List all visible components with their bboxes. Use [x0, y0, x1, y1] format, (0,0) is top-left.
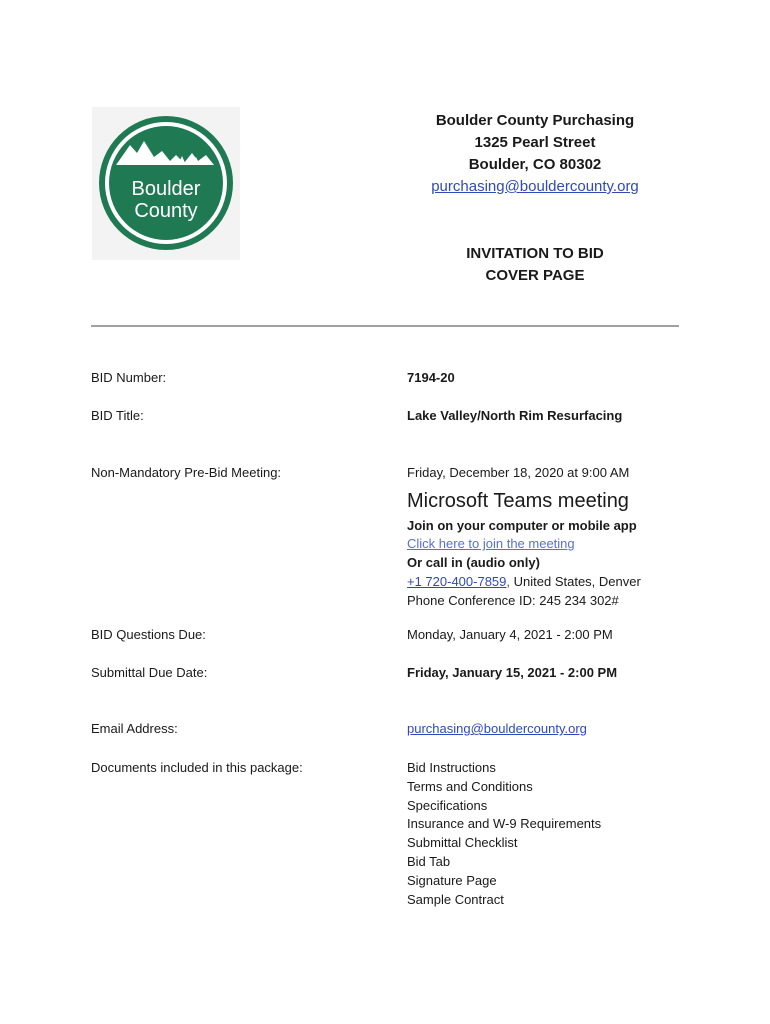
- documents-list: [407, 759, 707, 909]
- purchasing-address-block: [390, 110, 680, 198]
- document-item: Specifications: [407, 797, 488, 813]
- teams-meeting-heading: Microsoft Teams meeting: [407, 489, 629, 512]
- document-item: Sample Contract: [407, 891, 504, 907]
- bid-number-label: BID Number:: [91, 370, 167, 385]
- document-item: Bid Instructions: [407, 760, 496, 775]
- submittal-due-label: Submittal Due Date:: [91, 665, 208, 680]
- email-link[interactable]: purchasing@bouldercounty.org: [407, 721, 587, 736]
- document-item: Terms and Conditions: [407, 778, 533, 794]
- documents-label: Documents included in this package:: [91, 760, 303, 775]
- prebid-meeting-details: [407, 464, 707, 610]
- bid-title-value: Lake Valley/North Rim Resurfacing: [407, 408, 623, 423]
- document-item: Insurance and W-9 Requirements: [407, 816, 602, 832]
- org-name: Boulder County Purchasing: [435, 112, 635, 129]
- prebid-meeting-label: Non-Mandatory Pre-Bid Meeting:: [91, 465, 282, 480]
- header-email-link[interactable]: purchasing@bouldercounty.org: [431, 178, 639, 195]
- bid-number-value: 7194-20: [407, 370, 455, 385]
- document-item: Signature Page: [407, 872, 497, 888]
- email-value-wrap: [407, 720, 707, 739]
- prebid-datetime: Friday, December 18, 2020 at 9:00 AM: [407, 465, 630, 480]
- document-item: Submittal Checklist: [407, 835, 518, 851]
- boulder-county-logo: [92, 107, 240, 260]
- teams-join-text: Join on your computer or mobile app: [407, 517, 637, 533]
- teams-phone-location: United States, Denver: [510, 573, 641, 589]
- teams-call-text: Or call in (audio only): [407, 555, 540, 571]
- city-state-zip: Boulder, CO 80302: [468, 156, 602, 173]
- street-address: 1325 Pearl Street: [474, 134, 596, 151]
- document-item: Bid Tab: [407, 853, 451, 869]
- questions-due-value: Monday, January 4, 2021 - 2:00 PM: [407, 627, 613, 642]
- bid-title-label: BID Title:: [91, 408, 144, 423]
- document-title: [390, 243, 680, 287]
- logo-text-line1: Boulder: [131, 178, 201, 200]
- horizontal-divider: [91, 325, 679, 327]
- teams-conference-id: Phone Conference ID: 245 234 302#: [407, 592, 619, 608]
- logo-text-line2: County: [134, 200, 198, 222]
- questions-due-label: BID Questions Due:: [91, 627, 206, 642]
- submittal-due-value: Friday, January 15, 2021 - 2:00 PM: [407, 665, 618, 680]
- title-line-1: INVITATION TO BID: [466, 245, 604, 262]
- teams-join-link[interactable]: Click here to join the meeting: [407, 536, 575, 552]
- email-label: Email Address:: [91, 721, 178, 736]
- title-line-2: COVER PAGE: [485, 267, 585, 284]
- teams-phone-link[interactable]: +1 720-400-7859,: [407, 573, 511, 589]
